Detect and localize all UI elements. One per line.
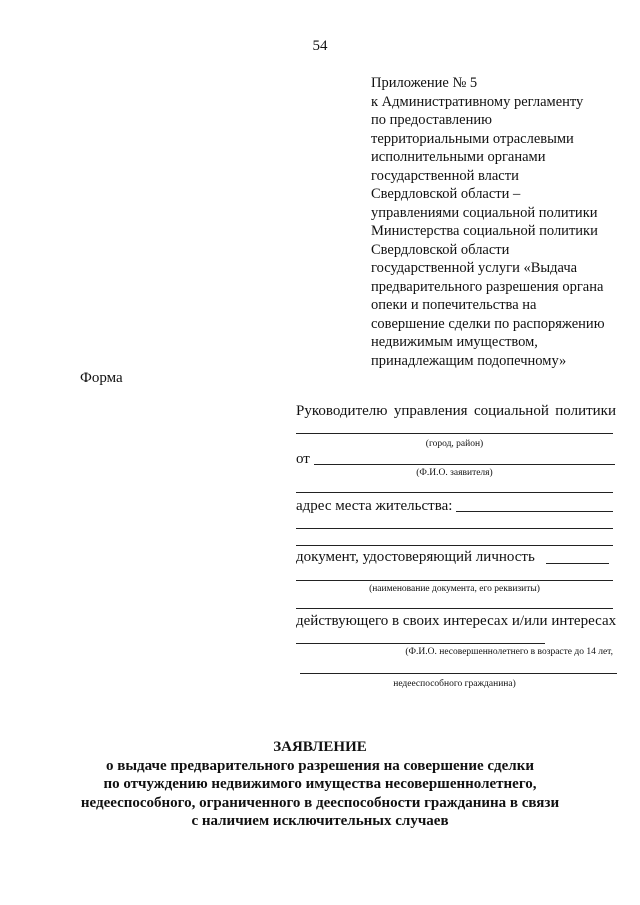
ward-name-field-line-2[interactable] [300, 673, 617, 674]
application-subject-line: о выдаче предварительного разрешения на совершение сделки [106, 757, 534, 774]
application-heading: ЗАЯВЛЕНИЕ [273, 739, 367, 755]
form-label: Форма [80, 370, 123, 386]
city-district-caption: (город, район) [425, 439, 484, 449]
appendix-line: к Административному регламенту [371, 93, 584, 110]
address-field-line-2[interactable] [296, 528, 613, 529]
appendix-line: опеки и попечительства на [371, 297, 537, 313]
appendix-line: государственной власти [371, 167, 519, 184]
appendix-line: недвижимым имуществом, [371, 334, 538, 350]
application-title [0, 738, 640, 831]
appendix-line: Приложение № 5 [371, 75, 478, 91]
from-label: от [296, 451, 310, 467]
appendix-line: принадлежащим подопечному» [371, 352, 567, 369]
appendix-reference [371, 74, 633, 370]
appendix-line: предварительного разрешения органа [371, 278, 604, 295]
identity-document-field-line-2[interactable] [296, 580, 613, 581]
page-number: 54 [312, 38, 328, 54]
application-subject-line: по отчуждению недвижимого имущества несовершеннолетнего, [103, 776, 537, 792]
appendix-line: совершение сделки по распоряжению [371, 315, 605, 332]
application-subject-line: с наличием исключительных случаев [191, 813, 449, 829]
appendix-line: государственной услуги «Выдача [371, 260, 578, 276]
appendix-line: по предоставлению [371, 112, 492, 128]
appendix-line: Свердловской области [371, 241, 510, 258]
address-field-line-3[interactable] [296, 545, 613, 546]
identity-document-label: документ, удостоверяющий личность [296, 549, 535, 565]
identity-document-field-line-3[interactable] [296, 608, 613, 609]
addressee-label: Руководителю управления социальной политики [296, 403, 616, 419]
applicant-name-field-continued[interactable] [296, 492, 613, 493]
ward-name-field[interactable] [296, 643, 545, 644]
appendix-line: Министерства социальной политики [371, 223, 598, 239]
address-field[interactable] [456, 511, 613, 512]
identity-document-field[interactable] [546, 563, 609, 564]
applicant-name-field[interactable] [314, 464, 615, 465]
appendix-line: территориальными отраслевыми [371, 130, 574, 147]
ward-name-caption: (Ф.И.О. несовершеннолетнего в возрасте до 14 лет, [405, 647, 613, 657]
applicant-name-caption: (Ф.И.О. заявителя) [416, 468, 493, 478]
appendix-line: Свердловской области – [371, 186, 521, 202]
application-subject-line: недееспособного, ограниченного в дееспособности гражданина в связи [80, 794, 560, 811]
identity-document-caption: (наименование документа, его реквизиты) [369, 584, 540, 594]
appendix-line: исполнительными органами [371, 149, 546, 165]
city-district-field[interactable] [296, 433, 613, 434]
ward-name-caption-continued: недееспособного гражданина) [393, 679, 516, 689]
appendix-line: управлениями социальной политики [371, 204, 598, 221]
address-label: адрес места жительства: [296, 498, 453, 514]
acting-interests-label: действующего в своих интересах и/или интересах [296, 613, 617, 629]
